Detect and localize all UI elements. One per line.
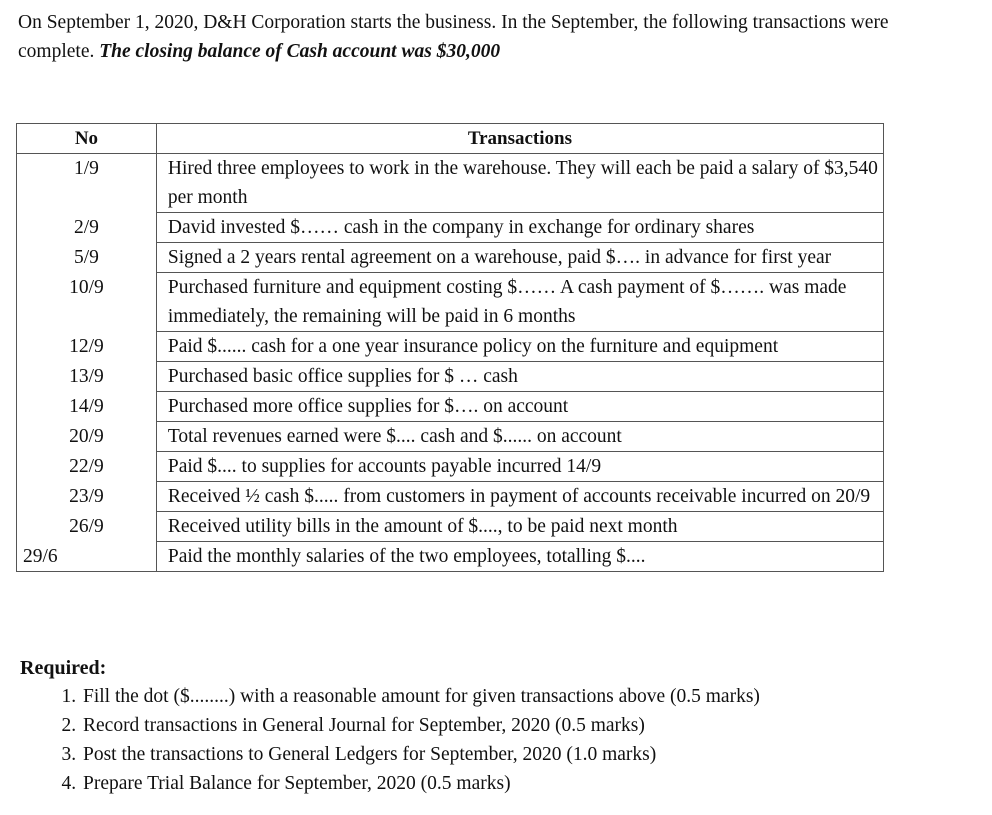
table-row xyxy=(17,213,884,243)
intro-paragraph xyxy=(18,8,968,66)
list-item: 4. Prepare Trial Balance for September, 2020 (0.5 marks) xyxy=(81,769,760,798)
row-transaction: Paid $...... cash for a one year insurance policy on the furniture and equipment xyxy=(156,332,883,362)
row-no: 14/9 xyxy=(17,392,157,422)
row-no: 13/9 xyxy=(17,362,157,392)
row-no: 23/9 xyxy=(17,482,157,512)
row-transaction: Purchased basic office supplies for $ … cash xyxy=(156,362,883,392)
table-row xyxy=(17,452,884,482)
row-transaction: Total revenues earned were $.... cash and $...... on account xyxy=(156,422,883,452)
header-no: No xyxy=(17,124,157,154)
row-transaction: Purchased furniture and equipment costing $…… A cash payment of $……. was made immediately, the remaining will be paid in 6 months xyxy=(156,273,883,332)
row-transaction: Signed a 2 years rental agreement on a warehouse, paid $…. in advance for first year xyxy=(156,243,883,273)
intro-emphasis: The closing balance of Cash account was $30,000 xyxy=(99,41,501,62)
required-heading: Required: xyxy=(20,657,107,679)
table-row xyxy=(17,482,884,512)
row-transaction: Purchased more office supplies for $…. on account xyxy=(156,392,883,422)
row-transaction: Hired three employees to work in the warehouse. They will each be paid a salary of $3,540 per month xyxy=(156,154,883,213)
table-row xyxy=(17,273,884,332)
row-no: 5/9 xyxy=(17,243,157,273)
table-row xyxy=(17,332,884,362)
table-row xyxy=(17,542,884,572)
list-item: 2. Record transactions in General Journal for September, 2020 (0.5 marks) xyxy=(81,711,760,740)
list-item: 3. Post the transactions to General Ledgers for September, 2020 (1.0 marks) xyxy=(81,740,760,769)
table-row xyxy=(17,422,884,452)
row-transaction: Received utility bills in the amount of $...., to be paid next month xyxy=(156,512,883,542)
required-list xyxy=(20,682,760,798)
intro-text: On September 1, 2020, D&H Corporation starts the business. In the September, the following transactions were complete. xyxy=(18,12,889,62)
row-no: 1/9 xyxy=(17,154,157,213)
table-row xyxy=(17,362,884,392)
row-no: 26/9 xyxy=(17,512,157,542)
row-transaction: Paid $.... to supplies for accounts payable incurred 14/9 xyxy=(156,452,883,482)
table-row xyxy=(17,512,884,542)
table-row xyxy=(17,243,884,273)
row-transaction: Received ½ cash $..... from customers in payment of accounts receivable incurred on 20/9 xyxy=(156,482,883,512)
row-no: 22/9 xyxy=(17,452,157,482)
header-transactions: Transactions xyxy=(156,124,883,154)
row-transaction: Paid the monthly salaries of the two employees, totalling $.... xyxy=(156,542,883,572)
transactions-table xyxy=(16,123,884,572)
list-item: 1. Fill the dot ($........) with a reasonable amount for given transactions above (0.5 marks) xyxy=(81,682,760,711)
row-no: 12/9 xyxy=(17,332,157,362)
row-transaction: David invested $…… cash in the company in exchange for ordinary shares xyxy=(156,213,883,243)
table-row xyxy=(17,392,884,422)
row-no: 2/9 xyxy=(17,213,157,243)
row-no: 20/9 xyxy=(17,422,157,452)
table-header-row xyxy=(17,124,884,154)
row-no: 10/9 xyxy=(17,273,157,332)
table-row xyxy=(17,154,884,213)
row-no: 29/6 xyxy=(17,542,157,572)
